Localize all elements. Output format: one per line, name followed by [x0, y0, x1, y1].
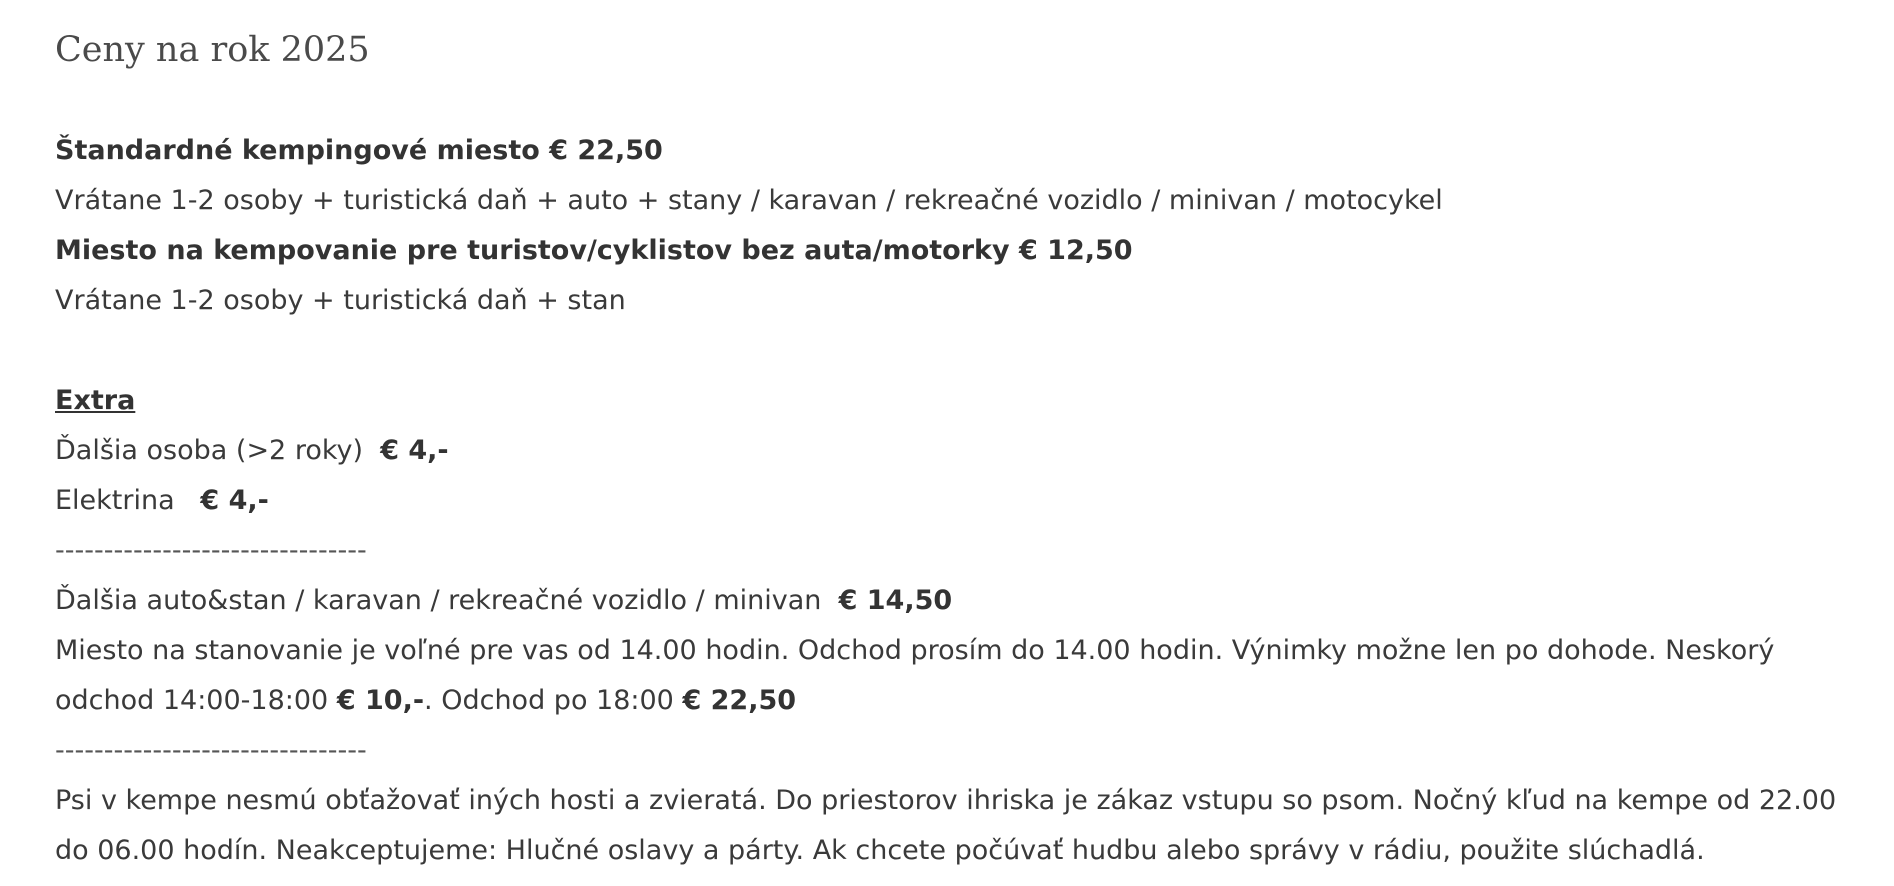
- hiker-pitch-title: Miesto na kempovanie pre turistov/cyklistov bez auta/motorky € 12,50: [55, 235, 1133, 266]
- additional-vehicle-row: [55, 576, 952, 626]
- extra-person-price: € 4,-: [380, 435, 449, 466]
- extra-person-label: Ďalšia osoba (>2 roky): [55, 435, 381, 466]
- standard-pitch-description: Vrátane 1-2 osoby + turistická daň + auto + stany / karavan / rekreačné vozidlo / minivan / motocykel: [55, 185, 1443, 216]
- additional-vehicle-label: Ďalšia auto&stan / karavan / rekreačné vozidlo / minivan: [55, 585, 839, 616]
- checkout-text-line-1: Miesto na stanovanie je voľné pre vas od 14.00 hodin. Odchod prosím do 14.00 hodin. Výnimky možne len po dohode. Neskorý: [55, 635, 1775, 666]
- late-checkout-label: odchod 14:00-18:00: [55, 685, 337, 716]
- late-checkout-price: € 10,-: [336, 685, 425, 716]
- rules-text-line-1: Psi v kempe nesmú obťažovať iných hosti a zvieratá. Do priestorov ihriska je zákaz vstupu so psom. Nočný kľud na kempe od 22.00: [55, 785, 1837, 816]
- extra-heading: Extra: [55, 385, 136, 416]
- checkout-text-line-2: [55, 676, 796, 726]
- divider-1: --------------------------------: [55, 535, 367, 566]
- rules-text-line-2: do 06.00 hodín. Neakceptujeme: Hlučné oslavy a párty. Ak chcete počúvať hudbu alebo správy v rádiu, použite slúchadlá.: [55, 835, 1705, 866]
- page-title: Ceny na rok 2025: [55, 30, 370, 70]
- extra-person-row: [55, 426, 449, 476]
- divider-2: --------------------------------: [55, 735, 367, 766]
- electricity-label: Elektrina: [55, 485, 201, 516]
- additional-vehicle-price: € 14,50: [838, 585, 953, 616]
- standard-pitch-title: Štandardné kempingové miesto € 22,50: [55, 135, 663, 166]
- electricity-row: [55, 476, 269, 526]
- electricity-price: € 4,-: [200, 485, 269, 516]
- after-18-label: . Odchod po 18:00: [424, 685, 683, 716]
- hiker-pitch-description: Vrátane 1-2 osoby + turistická daň + stan: [55, 285, 626, 316]
- after-18-price: € 22,50: [682, 685, 797, 716]
